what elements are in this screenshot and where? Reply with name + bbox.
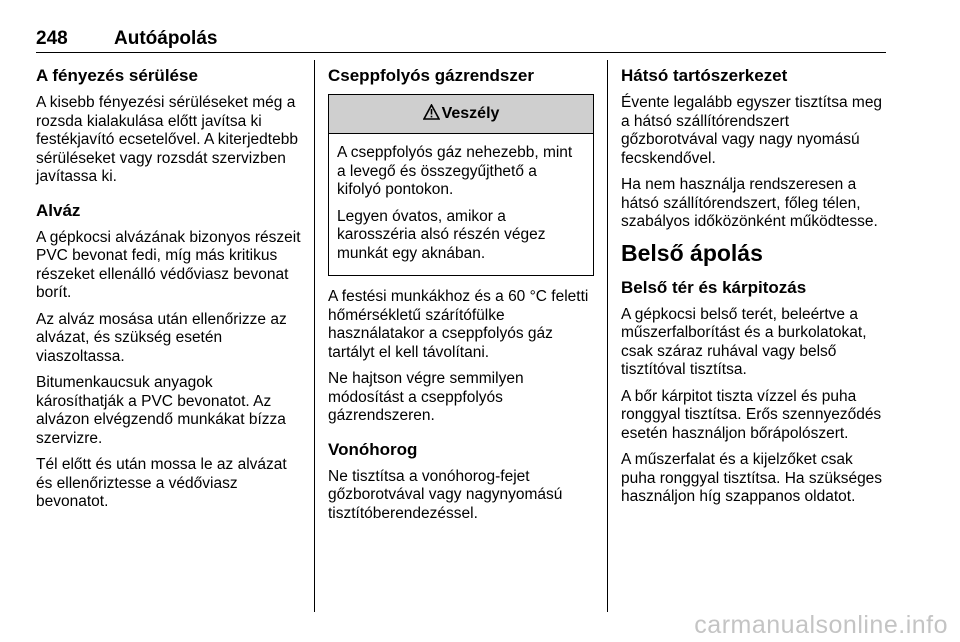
paragraph: Ne tisztítsa a vonóhorog-fejet gőzborotvával vagy nagynyomású tisztítóberendezéssel. [328, 467, 563, 522]
warning-title: Veszély [441, 105, 500, 122]
heading-tow-bar: Vonóhorog [328, 439, 418, 459]
column-3 [621, 66, 887, 515]
paragraph: Évente legalább egyszer tisztítsa meg a hátsó szállítórendszert gőzborotvával vagy nagy nyomású fecskendővel. [621, 94, 883, 167]
paragraph: A kisebb fényezési sérüléseket még a rozsda kialakulása előtt javítsa ki festékjavító ecsetelővel. A kiterjedtebb sérüléseket vagy rozsdát szervizben javítassa ki. [36, 94, 298, 185]
heading-interior-upholstery: Belső tér és kárpitozás [621, 277, 807, 297]
warning-header [329, 95, 593, 134]
warning-body [329, 134, 593, 275]
warning-text: A cseppfolyós gáz nehezebb, mint a levegő és összegyűjthető a kifolyó pontokon. [337, 144, 573, 198]
heading-rear-carrier: Hátsó tartószerkezet [621, 66, 788, 85]
column-2 [328, 66, 594, 531]
paragraph: A gépkocsi alvázának bizonyos részeit PVC bevonat fedi, míg más kritikus részeket ellenálló védőviasz bevonat borít. [36, 228, 301, 301]
paragraph: Bitumenkaucsuk anyagok károsíthatják a PVC bevonatot. Az alvázon elvégzendő munkákat bízza szervizre. [36, 374, 286, 447]
heading-paint-damage: A fényezés sérülése [36, 66, 198, 85]
page-header [36, 26, 886, 53]
paragraph: A gépkocsi belső terét, beleértve a műszerfalborítást és a burkolatokat, csak száraz ruhával vagy belső tisztítóval tisztítsa. [621, 305, 867, 378]
heading-chassis: Alváz [36, 200, 81, 220]
paragraph: A bőr kárpitot tiszta vízzel és puha ronggyal tisztítsa. Erős szennyeződés esetén használjon bőrápolószert. [621, 387, 882, 442]
paragraph: Az alváz mosása után ellenőrizze az alvázat, és szükség esetén viaszoltassa. [36, 310, 287, 365]
paragraph: A műszerfalat és a kijelzőket csak puha ronggyal tisztítsa. Ha szükséges használjon híg szappanos oldatot. [621, 451, 883, 505]
warning-triangle-icon [423, 97, 440, 135]
paragraph: Ha nem használja rendszeresen a hátsó szállítórendszert, főleg télen, szabályos időközönként működtesse. [621, 176, 878, 230]
heading-lpg-system: Cseppfolyós gázrendszer [328, 66, 534, 85]
warning-text: Legyen óvatos, amikor a karosszéria alsó részén végez munkát egy aknában. [337, 207, 546, 262]
paragraph: Ne hajtson végre semmilyen módosítást a cseppfolyós gázrendszeren. [328, 370, 524, 424]
page-number: 248 [36, 28, 68, 49]
warning-box [328, 94, 594, 276]
paragraph: Tél előtt és után mossa le az alvázat és ellenőriztesse a védőviasz bevonatot. [36, 456, 287, 510]
column-1 [36, 66, 302, 520]
heading-interior-care: Belső ápolás [621, 239, 763, 266]
column-divider-2 [607, 60, 608, 612]
watermark: carmanualsonline.info [694, 611, 948, 639]
column-divider-1 [314, 60, 315, 612]
paragraph: A festési munkákhoz és a 60 °C feletti hőmérsékletű szárítófülke használatakor a cseppfolyós gáz tartályt el kell távolítani. [328, 288, 589, 361]
chapter-title: Autóápolás [114, 28, 218, 49]
